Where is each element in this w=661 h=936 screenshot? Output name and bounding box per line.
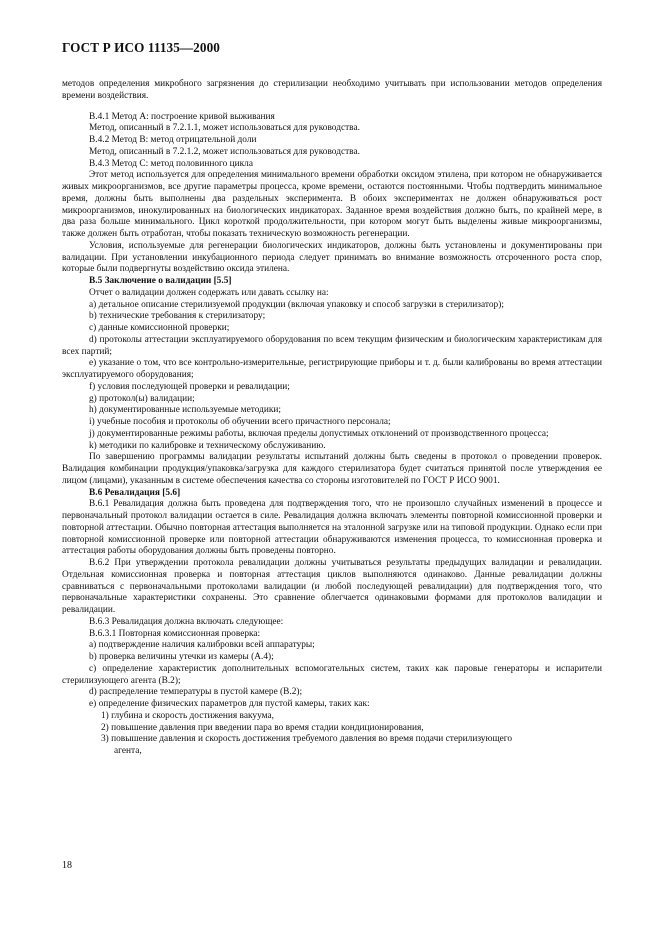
page-body <box>62 79 602 758</box>
list-item: a) подтверждение наличия калибровки всей аппаратуры; <box>89 640 315 651</box>
list-item: e) указание о том, что все контрольно-измерительные, регистрирующие приборы и т. д. были калиброваны во время аттестации эксплуатируемого оборудования; <box>62 358 602 380</box>
regeneration-conditions: Условия, используемые для регенерации биологических индикаторов, должны быть установлены и документированы при валидации. При установлении инкубационного периода следует принимать во внимание возможность отсроченного роста спор, которые были подвергнуты воздействию оксида этилена. <box>62 240 602 275</box>
validation-completion-text: По завершению программы валидации результаты испытаний должны быть сведены в протокол о проведении проверок. Валидация комбинации продукция/упаковка/загрузка для каждого стерилизатора будет считаться принятой после утверждения ее лицом (лицами), указанным в системе обеспечения качества со стороны изготовителей по ГОСТ Р ИСО 9001. <box>62 452 602 486</box>
list-item: b) технические требования к стерилизатору; <box>89 311 266 322</box>
clause-b42-text: Метод, описанный в 7.2.1.2, может использоваться для руководства. <box>89 146 360 157</box>
list-item: j) документированные режимы работы, включая пределы допустимых отклонений от производственного процесса; <box>89 428 549 439</box>
clause-b41-heading: B.4.1 Метод А: построение кривой выживания <box>89 111 275 122</box>
clause-b61-text: B.6.1 Ревалидация должна быть проведена для подтверждения того, что не произошло случайных изменений в процессе и первоначальный протокол валидации остается в силе. Ревалидация должна включать элементы повторной комиссионной проверки и повторной аттестации. Обычно повторная аттестация выполняется на эталонной загрузке или на типовой продукции. Однако если при повторной комиссионной проверке или повторной аттестации обнаруживаются изменения процесса, то комиссионная проверка и аттестация работы оборудования должны быть проведены повторно. <box>62 499 602 557</box>
standard-title: ГОСТ Р ИСО 11135—2000 <box>62 40 220 55</box>
list-item: i) учебные пособия и протоколы об обучении всего причастного персонала; <box>89 417 391 427</box>
list-item: a) детальное описание стерилизуемой продукции (включая упаковку и способ загрузки в стерилизатор); <box>89 299 504 310</box>
clause-b43-text: Этот метод используется для определения минимального времени обработки оксидом этилена, при котором не обнаруживается живых микроорганизмов, все другие параметры процесса, кроме времени, остаются постоянными. Чтобы подтвердить минимальное время, должны быть выполнены два раздельных эксперимента. В обоих экспериментах не должен обнаруживаться рост микроорганизмов, инокулированных на биологических индикаторах. Заданное время воздействия должно быть, по крайней мере, в два раза больше минимального. Цикл короткой продолжительности, при котором могут быть выделены живые микроорганизмы, также должен быть отработан, чтобы показать техническую возможность регенерации. <box>62 170 602 239</box>
clause-b41-text: Метод, описанный в 7.2.1.1, может использоваться для руководства. <box>89 123 360 134</box>
page-number: 18 <box>62 860 72 871</box>
clause-b631-heading: B.6.3.1 Повторная комиссионная проверка: <box>89 628 261 639</box>
sub-list-item: 2) повышение давления при введении пара во время стадии кондиционирования, <box>101 722 424 733</box>
paragraph-continuation: методов определения микробного загрязнения до стерилизации необходимо учитывать при использовании методов определения времени воздействия. <box>62 79 602 101</box>
clause-b62-text: B.6.2 При утверждении протокола ревалидации должны учитываться результаты предыдущих валидации и ревалидации. Отдельная комиссионная проверка и повторная аттестация циклов выполняются одинаково. Данные ревалидации должны сравниваться с первоначальными протоколами валидации (и любой последующей ревалидации) для подтверждения того, что первоначальные характеристики сохранены. Это сравнение облегчается одинаковыми формами для протоколов валидации и ревалидации. <box>62 558 602 615</box>
list-item: e) определение физических параметров для пустой камеры, таких как: <box>89 699 370 709</box>
section-b6-heading: B.6 Ревалидация [5.6] <box>89 487 181 498</box>
list-item: b) проверка величины утечки из камеры (А.4); <box>89 652 274 662</box>
list-item: h) документированные используемые методики; <box>89 405 281 416</box>
clause-b42-heading: B.4.2 Метод В: метод отрицательной доли <box>89 135 257 145</box>
section-b5-intro: Отчет о валидации должен содержать или давать ссылку на: <box>89 287 329 298</box>
list-item: k) методики по калибровке и техническому обслуживанию. <box>89 440 326 451</box>
sub-list-item: 1) глубина и скорость достижения вакуума, <box>101 710 274 721</box>
list-item: d) протоколы аттестации эксплуатируемого оборудования по всем текущим физическим и биологическим характеристикам для всех партий; <box>62 334 602 357</box>
clause-b63-heading: B.6.3 Ревалидация должна включать следующее: <box>89 616 284 627</box>
clause-b43-heading: B.4.3 Метод С: метод половинного цикла <box>89 158 253 169</box>
sub-list-item-continuation: агента, <box>114 746 142 756</box>
section-b5-heading: B.5 Заключение о валидации [5.5] <box>89 276 232 286</box>
sub-list-item: 3) повышение давления и скорость достижения требуемого давления во время подачи стерилизующего <box>101 734 513 745</box>
list-item: g) протокол(ы) валидации; <box>89 393 195 404</box>
list-item: d) распределение температуры в пустой камере (В.2); <box>89 687 303 698</box>
list-item: f) условия последующей проверки и ревалидации; <box>89 381 290 392</box>
list-item: c) определение характеристик дополнительных вспомогательных систем, таких как паровые генераторы и испарители стерилизующего агента (В.2); <box>62 663 602 686</box>
list-item: c) данные комиссионной проверки; <box>89 323 230 333</box>
